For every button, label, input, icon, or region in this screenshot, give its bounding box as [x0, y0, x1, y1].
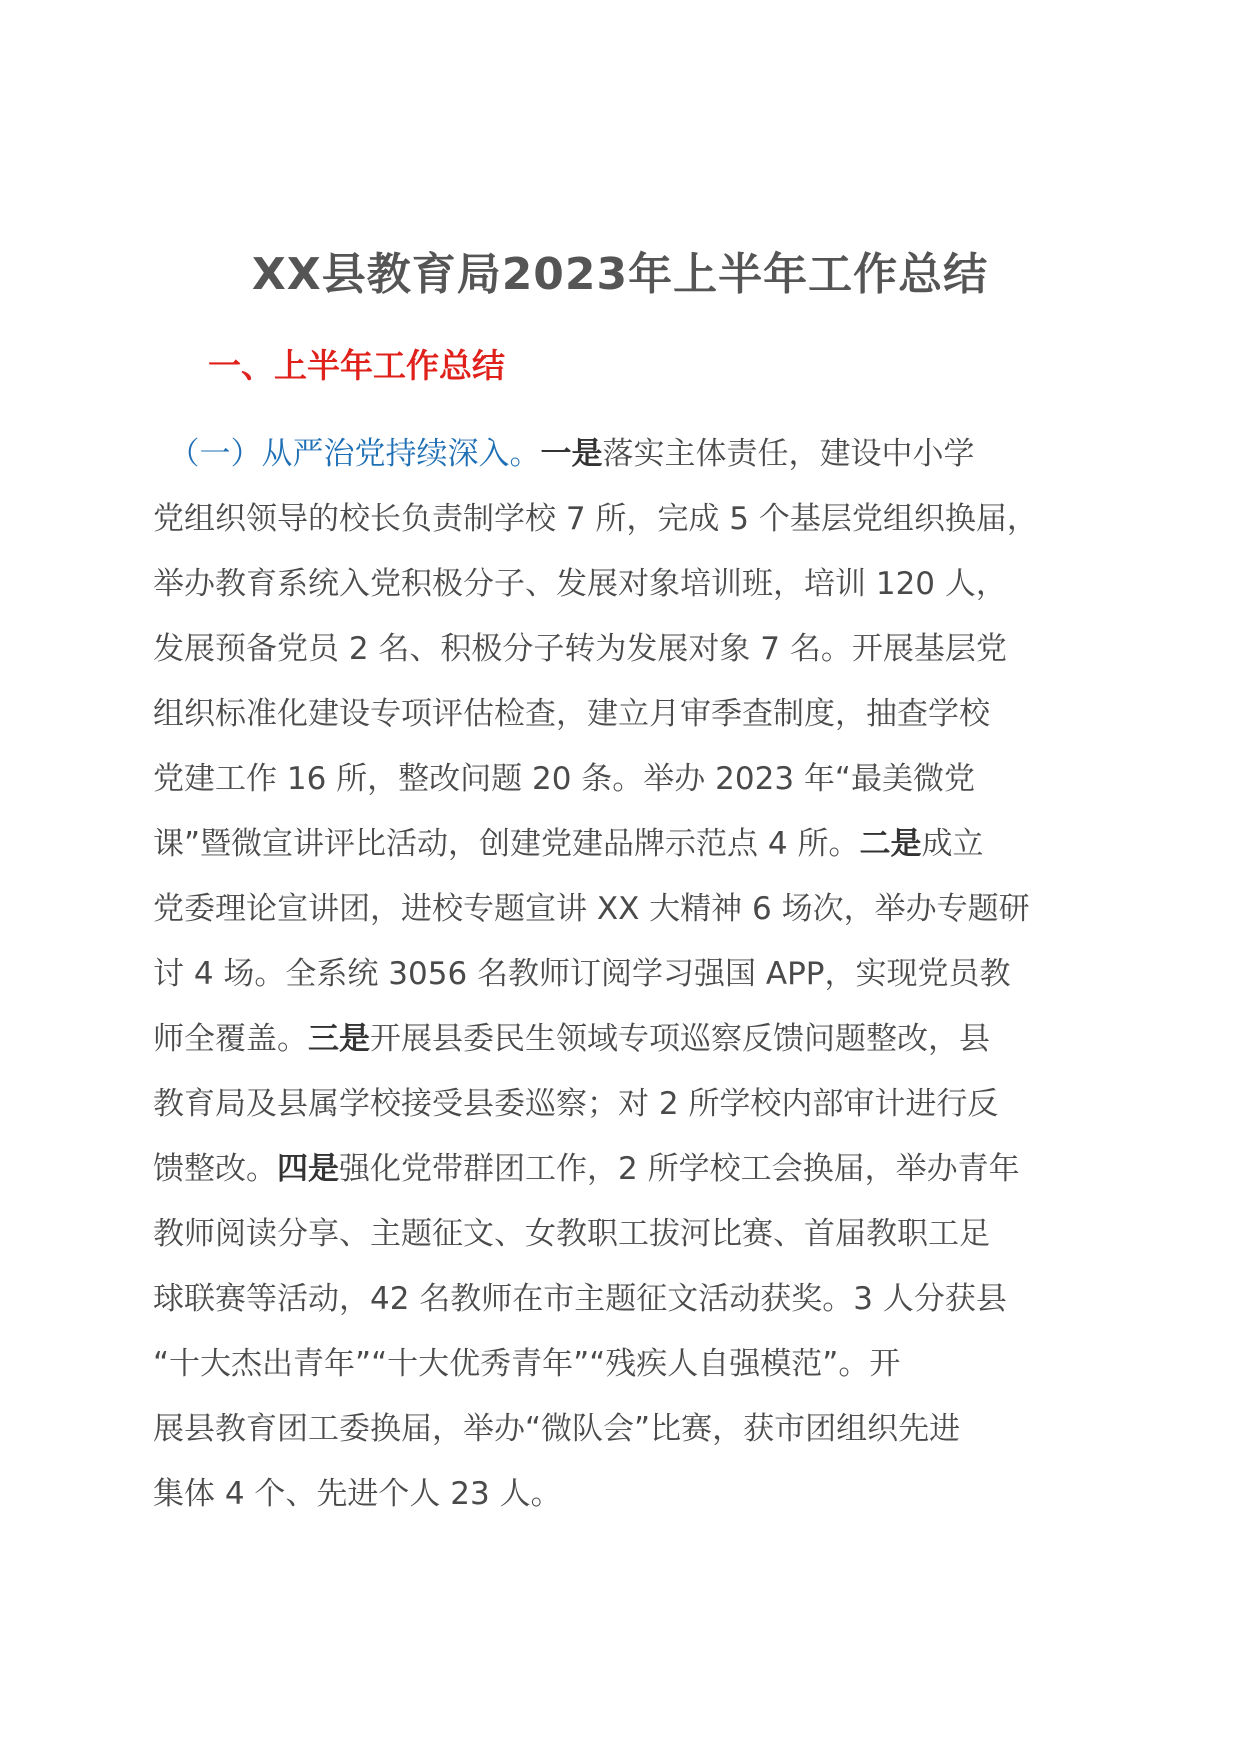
enumeration-marker: 二是	[859, 826, 922, 862]
paragraph-text: 举办教育系统入党积极分子、发展对象培训班，培训 120 人，	[153, 566, 1007, 602]
paragraph-line	[153, 1072, 1093, 1137]
paragraph-text: 发展预备党员 2 名、积极分子转为发展对象 7 名。开展基层党	[153, 631, 1007, 667]
paragraph-line	[153, 812, 1093, 877]
paragraph-text: 师全覆盖。	[153, 1021, 308, 1057]
paragraph-line	[153, 942, 1093, 1007]
section-heading: 一、上半年工作总结	[208, 346, 505, 385]
paragraph-text: 成立	[921, 826, 984, 862]
paragraph-line	[153, 1202, 1093, 1267]
sub-heading: （一）从严治党持续深入。	[153, 436, 541, 472]
paragraph-line	[153, 617, 1093, 682]
paragraph-line	[153, 1007, 1093, 1072]
paragraph-line	[153, 682, 1093, 747]
paragraph-text: 组织标准化建设专项评估检查，建立月审季查制度，抽查学校	[153, 696, 990, 732]
paragraph-line	[153, 552, 1093, 617]
paragraph-text: “十大杰出青年”“十大优秀青年”“残疾人自强模范”。开	[153, 1346, 901, 1382]
paragraph-line	[153, 1462, 1093, 1527]
paragraph-text: 党建工作 16 所，整改问题 20 条。举办 2023 年“最美微党	[153, 761, 975, 797]
paragraph-text: 馈整改。	[153, 1151, 277, 1187]
enumeration-marker: 三是	[308, 1021, 370, 1057]
paragraph-text: 开展县委民生领域专项巡察反馈问题整改，县	[370, 1021, 990, 1057]
paragraph-text: 落实主体责任，建设中小学	[602, 436, 975, 472]
paragraph-text: 球联赛等活动，42 名教师在市主题征文活动获奖。3 人分获县	[153, 1281, 1007, 1317]
paragraph-line	[153, 747, 1093, 812]
body-paragraph	[153, 422, 1093, 1527]
document-title: XX县教育局2023年上半年工作总结	[251, 249, 989, 300]
paragraph-line	[153, 1397, 1093, 1462]
paragraph-line	[153, 877, 1093, 942]
paragraph-text: 强化党带群团工作，2 所学校工会换届，举办青年	[339, 1151, 1020, 1187]
paragraph-line	[153, 487, 1093, 552]
paragraph-line	[153, 1267, 1093, 1332]
paragraph-text: 展县教育团工委换届，举办“微队会”比赛，获市团组织先进	[153, 1411, 961, 1447]
paragraph-text: 讨 4 场。全系统 3056 名教师订阅学习强国 APP，实现党员教	[153, 956, 1011, 992]
paragraph-line	[153, 1332, 1093, 1397]
paragraph-text: 教师阅读分享、主题征文、女教职工拔河比赛、首届教职工足	[153, 1216, 990, 1252]
paragraph-text: 党委理论宣讲团，进校专题宣讲 XX 大精神 6 场次，举办专题研	[153, 891, 1030, 927]
paragraph-text: 集体 4 个、先进个人 23 人。	[153, 1476, 562, 1512]
paragraph-line	[153, 1137, 1093, 1202]
paragraph-text: 课”暨微宣讲评比活动，创建党建品牌示范点 4 所。	[153, 826, 860, 862]
paragraph-line	[153, 422, 1093, 487]
enumeration-marker: 四是	[277, 1151, 339, 1187]
paragraph-text: 教育局及县属学校接受县委巡察；对 2 所学校内部审计进行反	[153, 1086, 999, 1122]
paragraph-text: 党组织领导的校长负责制学校 7 所，完成 5 个基层党组织换届，	[153, 501, 1038, 537]
enumeration-marker: 一是	[540, 436, 603, 472]
